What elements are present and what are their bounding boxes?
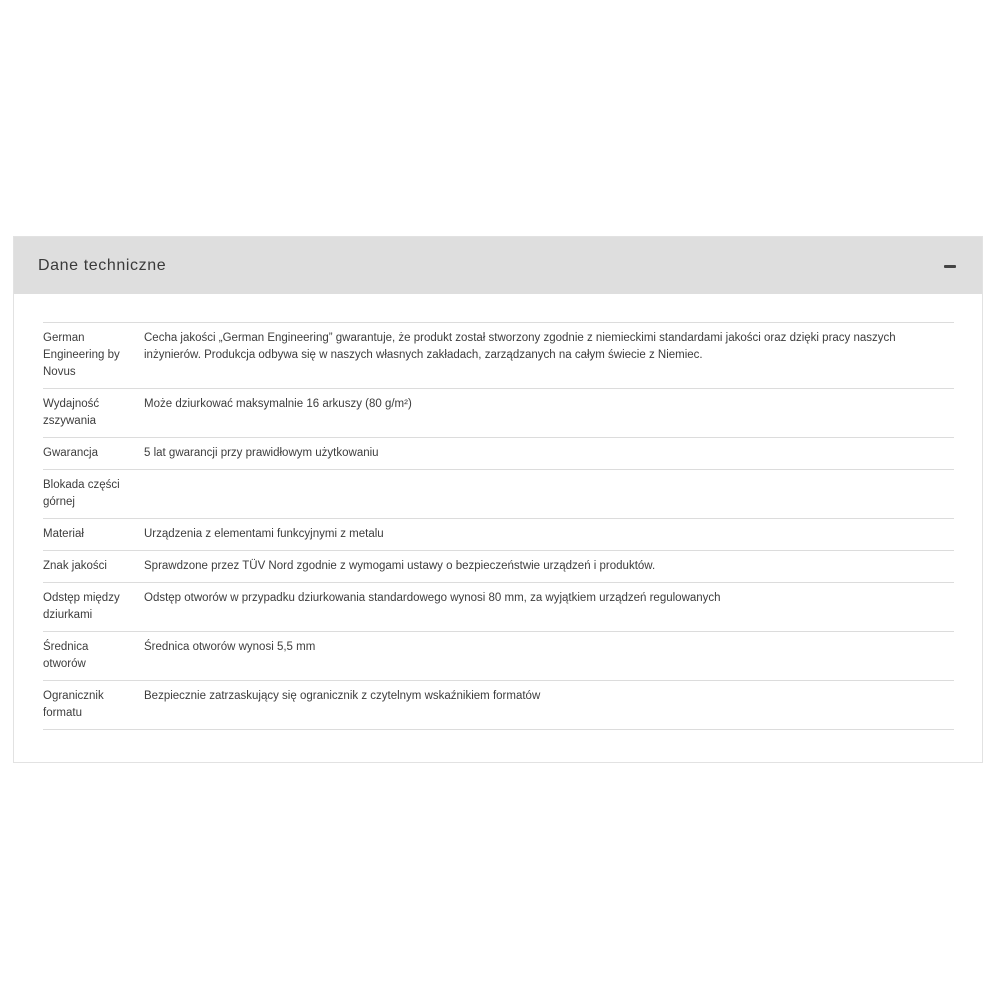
technical-data-panel [13, 236, 983, 763]
spec-value: Urządzenia z elementami funkcyjnymi z metalu [144, 528, 384, 540]
specs-table [43, 322, 954, 730]
spec-label: Materiał [43, 528, 84, 540]
spec-value: Bezpiecznie zatrzaskujący się ogranicznik z czytelnym wskaźnikiem formatów [144, 690, 541, 702]
table-row [43, 389, 954, 438]
table-row [43, 470, 954, 519]
table-row [43, 323, 954, 389]
spec-value: Może dziurkować maksymalnie 16 arkuszy (80 g/m²) [144, 398, 412, 410]
spec-value: Odstęp otworów w przypadku dziurkowania standardowego wynosi 80 mm, za wyjątkiem urządzeń regulowanych [144, 592, 721, 604]
spec-label: Ogranicznik formatu [43, 690, 104, 719]
table-row [43, 519, 954, 551]
spec-label: Znak jakości [43, 560, 107, 572]
minus-icon[interactable] [939, 255, 961, 277]
panel-header[interactable] [14, 237, 982, 294]
table-row [43, 551, 954, 583]
table-row [43, 632, 954, 681]
spec-label: Średnica otworów [43, 641, 89, 670]
spec-label: Blokada części górnej [43, 479, 120, 508]
spec-label: Gwarancja [43, 447, 98, 459]
panel-title: Dane techniczne [38, 256, 167, 274]
table-row [43, 681, 954, 730]
spec-label: Wydajność zszywania [43, 398, 100, 427]
table-row [43, 583, 954, 632]
spec-value [144, 470, 954, 519]
spec-label: Odstęp między dziurkami [43, 592, 120, 621]
table-row [43, 438, 954, 470]
spec-label: German Engineering by Novus [43, 332, 120, 378]
spec-value: 5 lat gwarancji przy prawidłowym użytkowaniu [144, 447, 379, 459]
panel-body [14, 294, 982, 730]
spec-value: Sprawdzone przez TÜV Nord zgodnie z wymogami ustawy o bezpieczeństwie urządzeń i produktów. [144, 560, 656, 572]
spec-value: Cecha jakości „German Engineering” gwarantuje, że produkt został stworzony zgodnie z niemieckimi standardami jakości oraz dzięki pracy naszych inżynierów. Produkcja odbywa się w naszych własnych zakładach, zarządzanych na całym świecie z Niemiec. [144, 332, 896, 361]
spec-value: Średnica otworów wynosi 5,5 mm [144, 641, 316, 653]
